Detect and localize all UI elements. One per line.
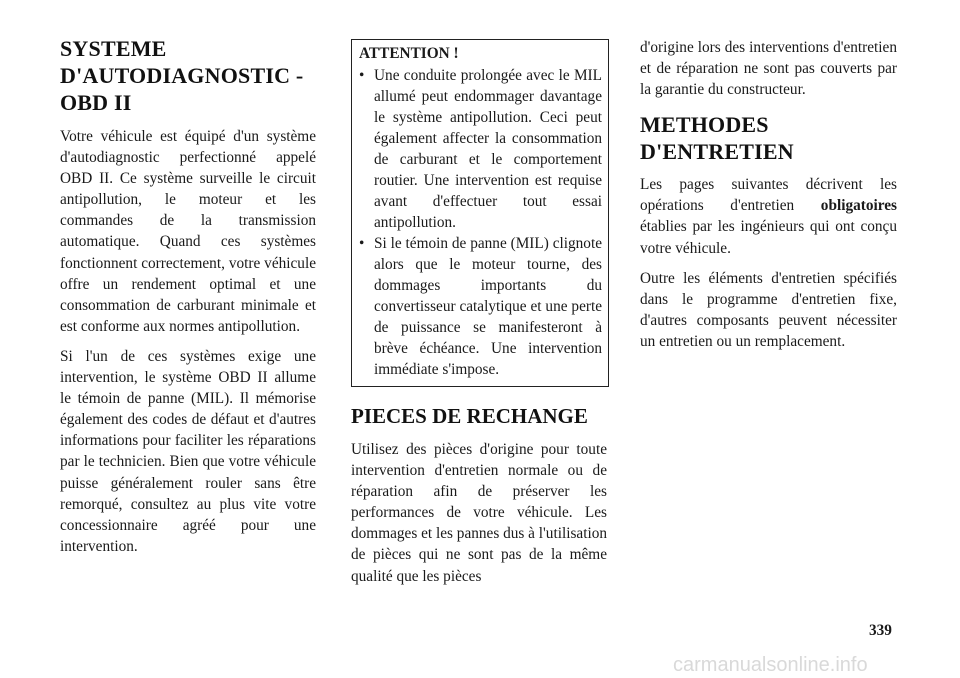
left-column — [60, 0, 316, 566]
warning-box — [351, 39, 609, 387]
right-column — [640, 0, 897, 361]
spare-parts-title: PIECES DE RECHANGE — [351, 404, 588, 428]
warning-item — [359, 65, 602, 233]
spare-parts-paragraph: Utilisez des pièces d'origine pour toute intervention d'entretien normale ou de réparation afin de préserver les performances de votre véhicule. Les dommages et les pannes dus à l'utilisation de pièces qui ne sont pas de la même qualité que les pièces — [351, 441, 607, 585]
maintenance-paragraph-1 — [640, 174, 897, 258]
obd-paragraph-2: Si l'un de ces systèmes exige une intervention, le système OBD II allume le témoin de panne (MIL). Il mémorise également des codes de défaut et d'autres informations pour faciliter les réparations par le technicien. Bien que votre véhicule puisse généralement rouler sans être remorqué, consultez au plus vite votre concessionnaire agréé pour une intervention. — [60, 347, 316, 555]
maintenance-paragraph-2: Outre les éléments d'entretien spécifiés dans le programme d'entretien fixe, d'autres composants peuvent nécessiter un entretien ou un remplacement. — [640, 269, 897, 350]
middle-column — [351, 0, 607, 596]
bullet-icon: • — [359, 67, 365, 84]
maintenance-title: METHODES D'ENTRETIEN — [640, 112, 794, 165]
warning-list — [359, 65, 602, 380]
site-watermark: carmanualsonline.info — [673, 654, 868, 676]
obd-section-title: SYSTEME D'AUTODIAGNOSTIC - OBD II — [60, 36, 304, 115]
warning-item — [359, 233, 602, 380]
page-number: 339 — [869, 622, 892, 639]
warning-item-text: Une conduite prolongée avec le MIL allumé peut endommager davantage le système antipollution. Ceci peut également affecter la consommation de carburant et le comportement routier. Une intervention est requise avant d'effectuer tout essai antipollution. — [374, 67, 602, 231]
warning-title: ATTENTION ! — [359, 45, 459, 62]
maintenance-text-end: établies par les ingénieurs qui ont conçu votre véhicule. — [640, 218, 897, 257]
obd-paragraph-1: Votre véhicule est équipé d'un système d'autodiagnostic perfectionné appelé OBD II. Ce système surveille le circuit antipollution, le moteur et les commandes de la transmission automatique. Quand ces systèmes fonctionnent correctement, votre véhicule offre un rendement optimal et une consommation de carburant minimale et est conforme aux normes antipollution. — [60, 128, 316, 335]
bullet-icon: • — [359, 235, 365, 252]
warning-item-text: Si le témoin de panne (MIL) clignote alors que le moteur tourne, des dommages importants du convertisseur catalytique et une perte de puissance se manifesteront à brève échéance. Une intervention immédiate s'impose. — [374, 235, 602, 378]
spare-parts-continuation: d'origine lors des interventions d'entretien et de réparation ne sont pas couverts par la garantie du constructeur. — [640, 39, 897, 99]
maintenance-text-start: Les pages suivantes décrivent les opérations d'entretien — [640, 176, 897, 215]
mandatory-emphasis: obligatoires — [820, 197, 897, 215]
